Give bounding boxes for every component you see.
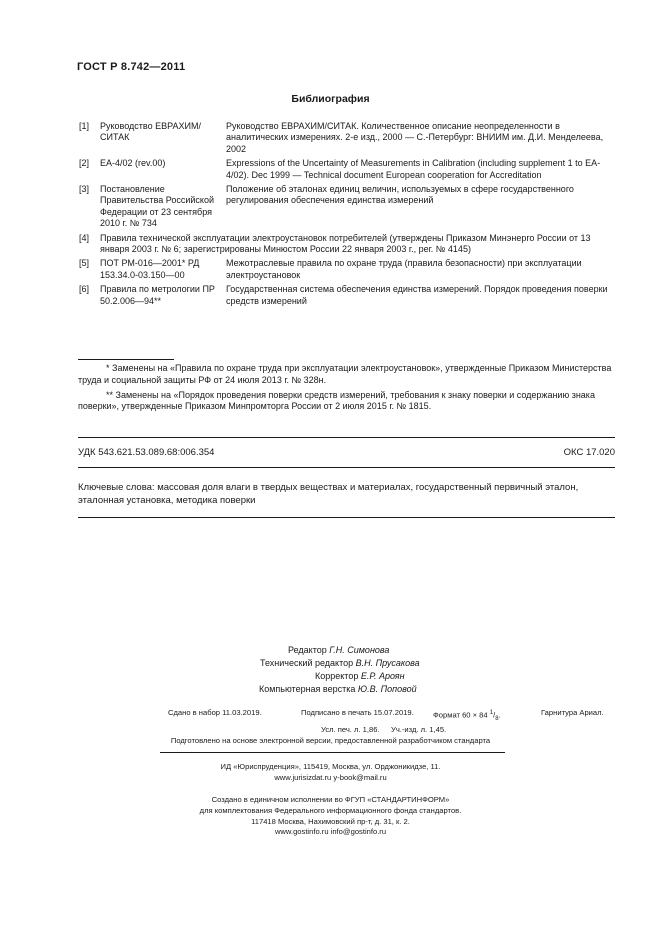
- pub-sheets: Уч.-изд. л. 1,45.: [391, 724, 447, 734]
- creator-contacts: www.gostinfo.ru info@gostinfo.ru: [274, 827, 387, 837]
- bibliography-list: [79, 121, 619, 310]
- bibliography-entry: [79, 158, 619, 181]
- oks-code: ОКС 17.020: [563, 447, 615, 458]
- editor-line: [259, 683, 420, 696]
- entry-number: [3]: [79, 184, 90, 195]
- entry-text: Положение об эталонах единиц величин, используемых в сфере государственного регулирования обеспечения единства измерений: [226, 184, 574, 206]
- divider: [78, 517, 615, 518]
- footnote: ** Заменены на «Порядок проведения поверки средств измерений, требования к знаку поверки и содержанию знака поверки», утвержденные Приказом Минпромторга России от 2 июля 2015 г. № 1815.: [78, 389, 595, 412]
- format: Формат 60 × 84 $^1/_8$.: [433, 710, 501, 723]
- format-den: 8: [495, 716, 499, 723]
- classification-line: [78, 447, 615, 458]
- keywords: Ключевые слова: массовая доля влаги в твердых веществах и материалах, государственный первичный эталон, эталонная установка, методика поверки: [78, 482, 579, 506]
- bibliography-entry: [79, 233, 619, 256]
- bibliography-title: Библиография: [291, 93, 370, 105]
- editor-role: Редактор: [288, 645, 327, 655]
- footnote: * Заменены на «Правила по охране труда при эксплуатации электроустановок», утвержденные Приказом Министерства труда и социальной защиты РФ от 24 июля 2013 г. № 328н.: [78, 363, 612, 385]
- format-num: 1: [489, 710, 494, 716]
- creator-block: [0, 795, 661, 838]
- editor-line: [260, 644, 420, 657]
- entry-number: [1]: [79, 121, 90, 131]
- editors-block: [260, 644, 420, 696]
- bibliography-entry: [79, 121, 619, 155]
- entry-number: [4]: [79, 232, 90, 243]
- entry-text: Руководство ЕВРАХИМ/СИТАК. Количественное описание неопределенности в аналитических измерениях. 2-е изд., 2000 — С.-Петербург: ВНИИМ им. Д.И. Менделеева, 2002: [226, 121, 604, 154]
- entry-text: Государственная система обеспечения единства измерений. Порядок проведения поверки средств измерений: [226, 284, 608, 306]
- entry-text: Правила технической эксплуатации электроустановок потребителей (утверждены Приказом Минэнерго России от 13 января 2003 г. № 6; зарегистрированы Минюстом России 22 января 2003 г., рег. № 4145): [100, 232, 591, 255]
- udk-code: УДК 543.621.53.089.68:006.354: [78, 447, 215, 458]
- publisher-line: ИД «Юриспруденция», 115419, Москва, ул. Орджоникидзе, 11.: [220, 762, 441, 771]
- bibliography-entry: [79, 258, 619, 281]
- publisher-contacts: www.jurisizdat.ru y-book@mail.ru: [274, 772, 387, 782]
- bibliography-entry: [79, 184, 619, 230]
- font-info: Гарнитура Ариал.: [541, 708, 604, 717]
- publisher-block: [0, 762, 661, 784]
- editor-role: Технический редактор: [260, 658, 354, 668]
- print-date: Подписано в печать 15.07.2019.: [301, 708, 414, 717]
- divider: [78, 437, 615, 438]
- bibliography-entry: [79, 284, 619, 307]
- editor-name: Е.Р. Ароян: [360, 671, 405, 681]
- editor-line: [260, 670, 420, 683]
- entry-text: Межотраслевые правила по охране труда (правила безопасности) при эксплуатации электроустановок: [226, 258, 582, 280]
- creator-line: для комплектования Федерального информационного фонда стандартов.: [199, 805, 462, 815]
- set-date: Сдано в набор 11.03.2019.: [168, 708, 262, 717]
- entry-source: Руководство ЕВРАХИМ/СИТАК: [100, 121, 201, 143]
- entry-number: [2]: [79, 158, 90, 169]
- print-details: [168, 708, 604, 736]
- print-details-line: [168, 708, 604, 725]
- entry-source: EA-4/02 (rev.00): [100, 158, 166, 169]
- editor-line: [260, 657, 420, 670]
- editor-name: Ю.В. Поповой: [357, 684, 417, 694]
- document-header: ГОСТ Р 8.742—2011: [77, 61, 186, 73]
- prepared-note: Подготовлено на основе электронной версии, предоставленной разработчиком стандарта: [170, 736, 491, 745]
- print-details-line: [168, 725, 604, 736]
- divider: [160, 752, 505, 753]
- creator-address: 117418 Москва, Нахимовский пр-т, д. 31, к. 2.: [251, 816, 410, 826]
- print-sheets: Усл. печ. л. 1,86.: [321, 724, 380, 734]
- footnotes: [78, 363, 615, 416]
- footnote-divider: [78, 359, 174, 360]
- entry-source: Постановление Правительства Российской Федерации от 23 сентября 2010 г. № 734: [100, 184, 215, 229]
- editor-name: В.Н. Прусакова: [355, 658, 420, 668]
- entry-source: ПОТ РМ-016—2001* РД 153.34.0-03.150—00: [100, 258, 200, 280]
- divider: [78, 467, 615, 468]
- entry-text: Expressions of the Uncertainty of Measurements in Calibration (including supplement 1 to EA-4/02). Dec 1999 — Technical document European cooperation for Accreditation: [226, 158, 601, 180]
- entry-source: Правила по метрологии ПР 50.2.006—94**: [100, 284, 215, 306]
- creator-line: Создано в единичном исполнении во ФГУП «СТАНДАРТИНФОРМ»: [211, 795, 450, 804]
- entry-number: [6]: [79, 284, 90, 295]
- editor-role: Компьютерная верстка: [259, 684, 356, 694]
- editor-name: Г.Н. Симонова: [329, 645, 390, 655]
- entry-number: [5]: [79, 258, 90, 269]
- format-prefix: Формат 60 × 84: [433, 710, 488, 720]
- editor-role: Корректор: [315, 671, 359, 681]
